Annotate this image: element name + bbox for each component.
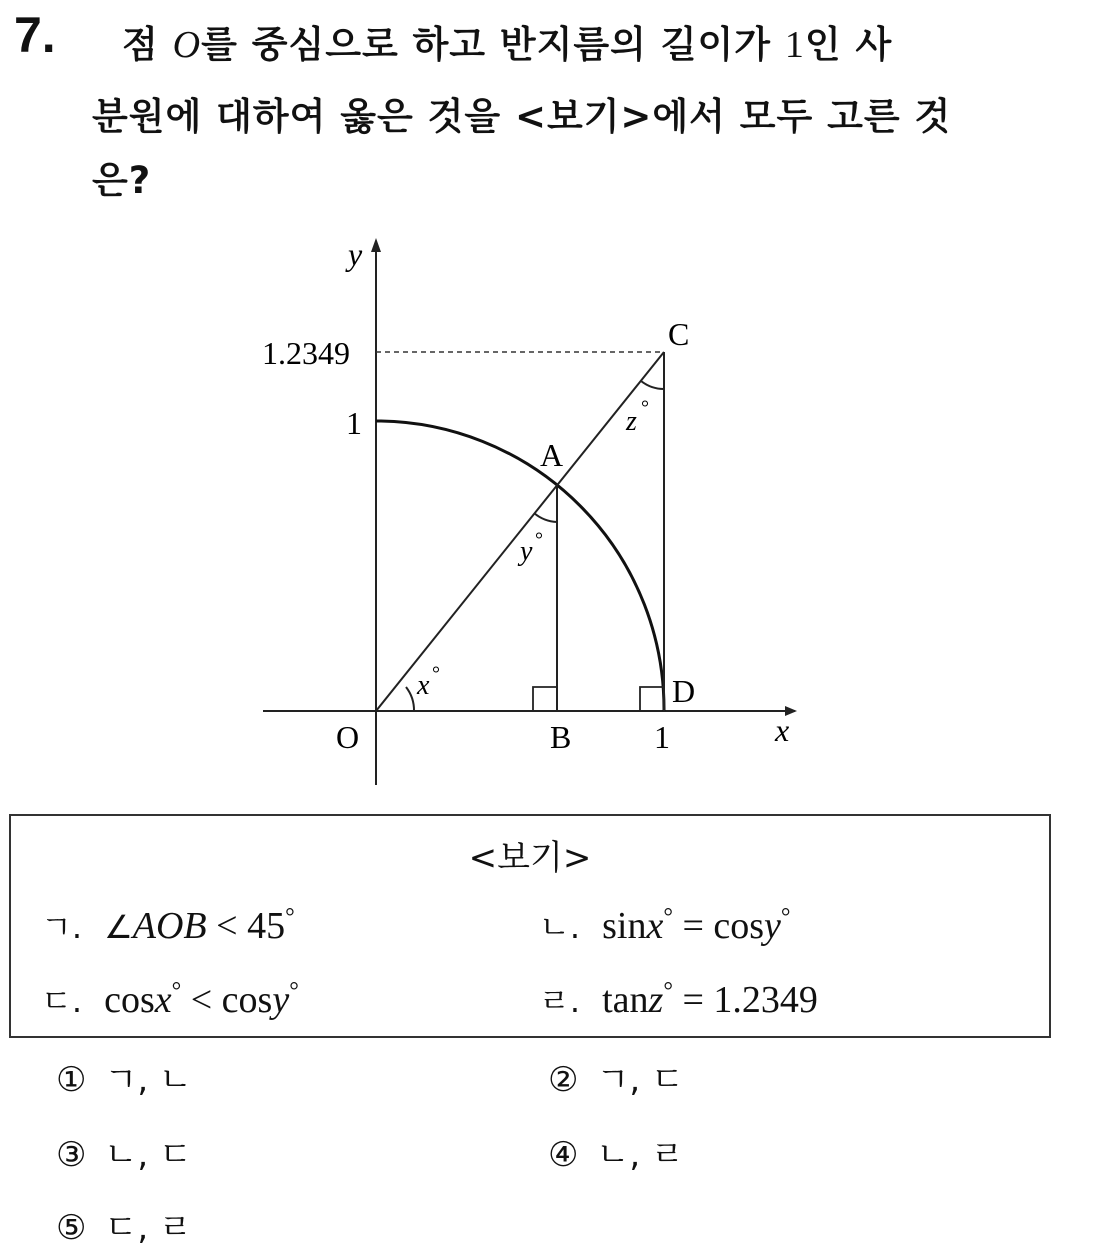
y-tick-label: 1 bbox=[346, 405, 362, 441]
item-text: x bbox=[646, 905, 664, 947]
angle-icon: ∠ bbox=[104, 908, 133, 946]
radius-value: 1 bbox=[784, 24, 805, 66]
degree-mark: ° bbox=[171, 978, 182, 1005]
point-a-label: A bbox=[540, 437, 564, 473]
x-axis-label: x bbox=[775, 712, 790, 748]
item-text: AOB bbox=[132, 905, 207, 947]
degree-mark: ° bbox=[432, 663, 440, 685]
item-text: y bbox=[764, 905, 781, 947]
question-text: 점 bbox=[122, 23, 159, 66]
item-key: ㄱ. bbox=[41, 908, 83, 946]
right-angle-b bbox=[533, 687, 557, 711]
point-b-label: B bbox=[550, 719, 572, 755]
item-text: y bbox=[272, 979, 290, 1021]
item-text: tan bbox=[602, 979, 649, 1021]
choice-number: ④ bbox=[548, 1135, 579, 1175]
point-o-label: O bbox=[172, 24, 202, 66]
choice-number: ① bbox=[56, 1060, 87, 1100]
point-o-label: O bbox=[336, 719, 360, 755]
right-angle-d bbox=[640, 687, 664, 711]
degree-mark: ° bbox=[780, 904, 791, 931]
choice-text: ㄴ, ㄷ bbox=[104, 1135, 192, 1175]
degree-mark: ° bbox=[289, 978, 299, 1005]
item-text: = 1.2349 bbox=[672, 979, 818, 1021]
question-line-3: 은? bbox=[92, 159, 152, 202]
item-key: ㄷ. bbox=[41, 982, 83, 1020]
bogi-item-4 bbox=[539, 976, 818, 1022]
choice-text: ㄴ, ㄹ bbox=[596, 1135, 684, 1175]
item-text: < 45 bbox=[206, 905, 286, 947]
angle-z-label: z bbox=[626, 406, 637, 437]
item-text: = cos bbox=[672, 905, 765, 947]
segment-oc bbox=[376, 352, 664, 711]
choice-text: ㄱ, ㄷ bbox=[596, 1060, 684, 1100]
point-c-label: C bbox=[668, 316, 690, 352]
item-text: < cos bbox=[181, 979, 273, 1021]
y-tick-label: 1.2349 bbox=[262, 335, 350, 371]
question-line-2: 분원에 대하여 옳은 것을 <보기>에서 모두 고른 것 bbox=[92, 95, 952, 138]
angle-y-arc bbox=[534, 513, 557, 522]
bogi-box bbox=[9, 814, 1051, 1038]
x-tick-label: 1 bbox=[654, 719, 670, 755]
item-text: cos bbox=[104, 979, 155, 1021]
item-key: ㄹ. bbox=[539, 982, 581, 1020]
choice-5[interactable] bbox=[56, 1200, 192, 1249]
item-text: x bbox=[154, 979, 172, 1021]
degree-mark: ° bbox=[663, 978, 673, 1005]
degree-mark: ° bbox=[663, 904, 673, 931]
item-key: ㄴ. bbox=[539, 908, 581, 946]
question-text: 를 중심으로 하고 반지름의 길이가 bbox=[201, 23, 772, 66]
degree-mark: ° bbox=[535, 529, 543, 551]
degree-mark: ° bbox=[641, 397, 649, 419]
choice-1[interactable] bbox=[56, 1052, 192, 1101]
angle-z-arc bbox=[641, 381, 664, 389]
choice-text: ㄱ, ㄴ bbox=[104, 1060, 192, 1100]
choice-2[interactable] bbox=[548, 1052, 684, 1101]
angle-y-label: y bbox=[520, 536, 533, 567]
y-axis-label: y bbox=[348, 236, 363, 272]
angle-x-arc bbox=[406, 687, 414, 711]
bogi-item-2 bbox=[539, 902, 791, 948]
question-number: 7. bbox=[14, 7, 56, 63]
choice-number: ② bbox=[548, 1060, 579, 1100]
choice-number: ⑤ bbox=[56, 1208, 87, 1248]
choice-number: ③ bbox=[56, 1135, 87, 1175]
bogi-title: <보기> bbox=[468, 838, 592, 878]
item-text: sin bbox=[602, 905, 647, 947]
y-axis-arrow-icon bbox=[371, 238, 381, 252]
choice-3[interactable] bbox=[56, 1127, 192, 1176]
bogi-item-1 bbox=[41, 902, 295, 948]
degree-mark: ° bbox=[285, 904, 295, 931]
question-text: 인 사 bbox=[804, 23, 893, 66]
choice-text: ㄷ, ㄹ bbox=[104, 1208, 192, 1248]
choice-4[interactable] bbox=[548, 1127, 684, 1176]
point-d-label: D bbox=[672, 673, 696, 709]
bogi-item-3 bbox=[41, 976, 299, 1022]
angle-x-label: x bbox=[417, 670, 430, 701]
item-text: z bbox=[648, 979, 664, 1021]
